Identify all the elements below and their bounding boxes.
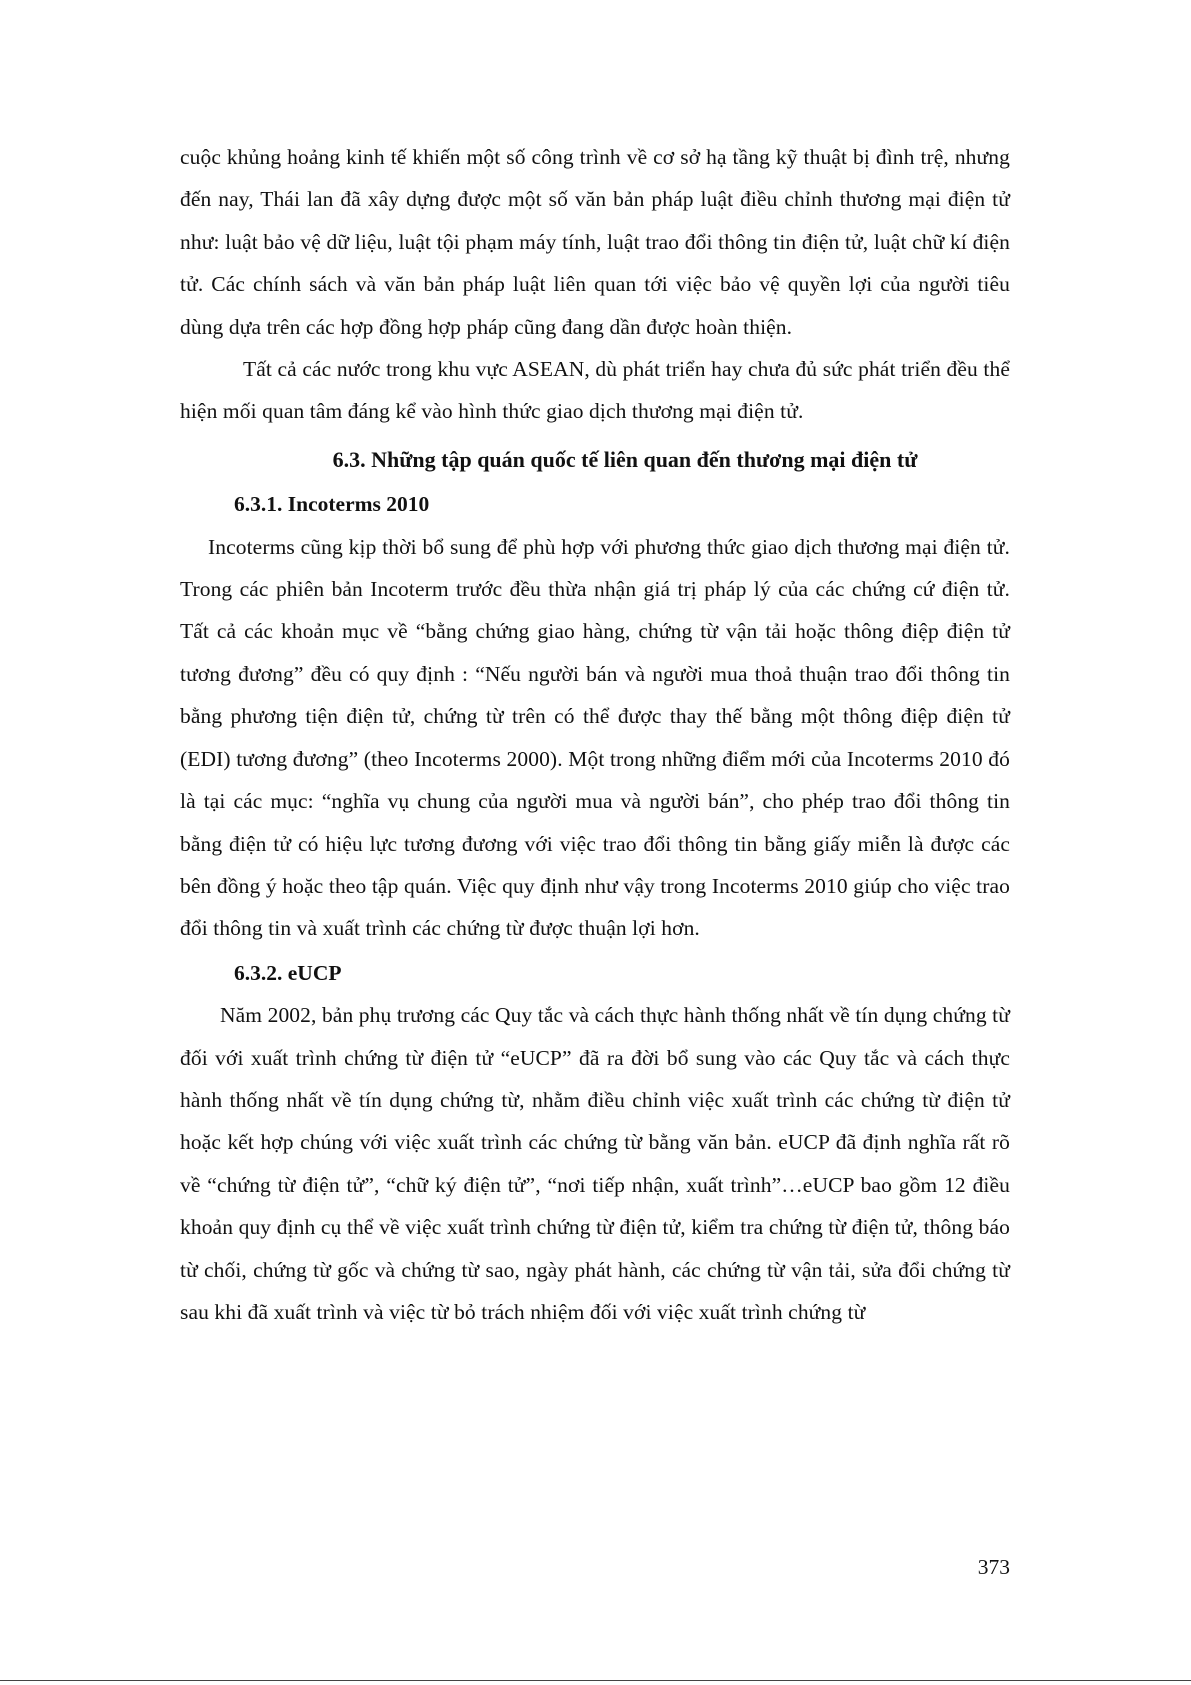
footer-divider xyxy=(0,1680,1191,1681)
body-paragraph-eucp: Năm 2002, bản phụ trương các Quy tắc và cách thực hành thống nhất về tín dụng chứng từ đối với xuất trình chứng từ điện tử “eUCP” đã ra đời bổ sung vào các Quy tắc và cách thực hành thống nhất về tín dụng chứng từ, nhằm điều chỉnh việc xuất trình các chứng từ điện tử hoặc kết hợp chúng với việc xuất trình các chứng từ bằng văn bản. eUCP đã định nghĩa rất rõ về “chứng từ điện tử”, “chữ ký điện tử”, “nơi tiếp nhận, xuất trình”…eUCP bao gồm 12 điều khoản quy định cụ thể về việc xuất trình chứng từ điện tử, kiểm tra chứng từ điện tử, thông báo từ chối, chứng từ gốc và chứng từ sao, ngày phát hành, các chứng từ vận tải, sửa đổi chứng từ sau khi đã xuất trình và việc từ bỏ trách nhiệm đối với việc xuất trình chứng từ xyxy=(180,1003,1010,1324)
subsection-heading-incoterms: 6.3.1. Incoterms 2010 xyxy=(234,492,430,517)
section-heading: 6.3. Những tập quán quốc tế liên quan đến thương mại điện tử xyxy=(332,446,918,472)
body-paragraph-incoterms: Incoterms cũng kịp thời bổ sung để phù hợp với phương thức giao dịch thương mại điện tử. Trong các phiên bản Incoterm trước đều thừa nhận giá trị pháp lý của các chứng cứ điện tử. Tất cả các khoản mục về “bằng chứng giao hàng, chứng từ vận tải hoặc thông điệp điện tử tương đương” đều có quy định : “Nếu người bán và người mua thoả thuận trao đổi thông tin bằng phương tiện điện tử, chứng từ trên có thể được thay thế bằng một thông điệp điện tử (EDI) tương đương” (theo Incoterms 2000). Một trong những điểm mới của Incoterms 2010 đó là tại các mục: “nghĩa vụ chung của người mua và người bán”, cho phép trao đổi thông tin bằng điện tử có hiệu lực tương đương với việc trao đổi thông tin bằng giấy miễn là được các bên đồng ý hoặc theo tập quán. Việc quy định như vậy trong Incoterms 2010 giúp cho việc trao đổi thông tin và xuất trình các chứng từ được thuận lợi hơn. xyxy=(180,534,1010,941)
body-paragraph-asean: Tất cả các nước trong khu vực ASEAN, dù phát triển hay chưa đủ sức phát triển đều thể hiện mối quan tâm đáng kể vào hình thức giao dịch thương mại điện tử. xyxy=(180,357,1010,424)
body-paragraph-thailand: cuộc khủng hoảng kinh tế khiến một số công trình về cơ sở hạ tầng kỹ thuật bị đình trệ, nhưng đến nay, Thái lan đã xây dựng được một số văn bản pháp luật điều chỉnh thương mại điện tử như: luật bảo vệ dữ liệu, luật tội phạm máy tính, luật trao đổi thông tin điện tử, luật chữ kí điện tử. Các chính sách và văn bản pháp luật liên quan tới việc bảo vệ quyền lợi của người tiêu dùng dựa trên các hợp đồng hợp pháp cũng đang dần được hoàn thiện. xyxy=(180,145,1010,339)
page-content xyxy=(180,136,1010,1333)
page-number: 373 xyxy=(977,1555,1010,1579)
subsection-heading-eucp: 6.3.2. eUCP xyxy=(234,960,342,985)
